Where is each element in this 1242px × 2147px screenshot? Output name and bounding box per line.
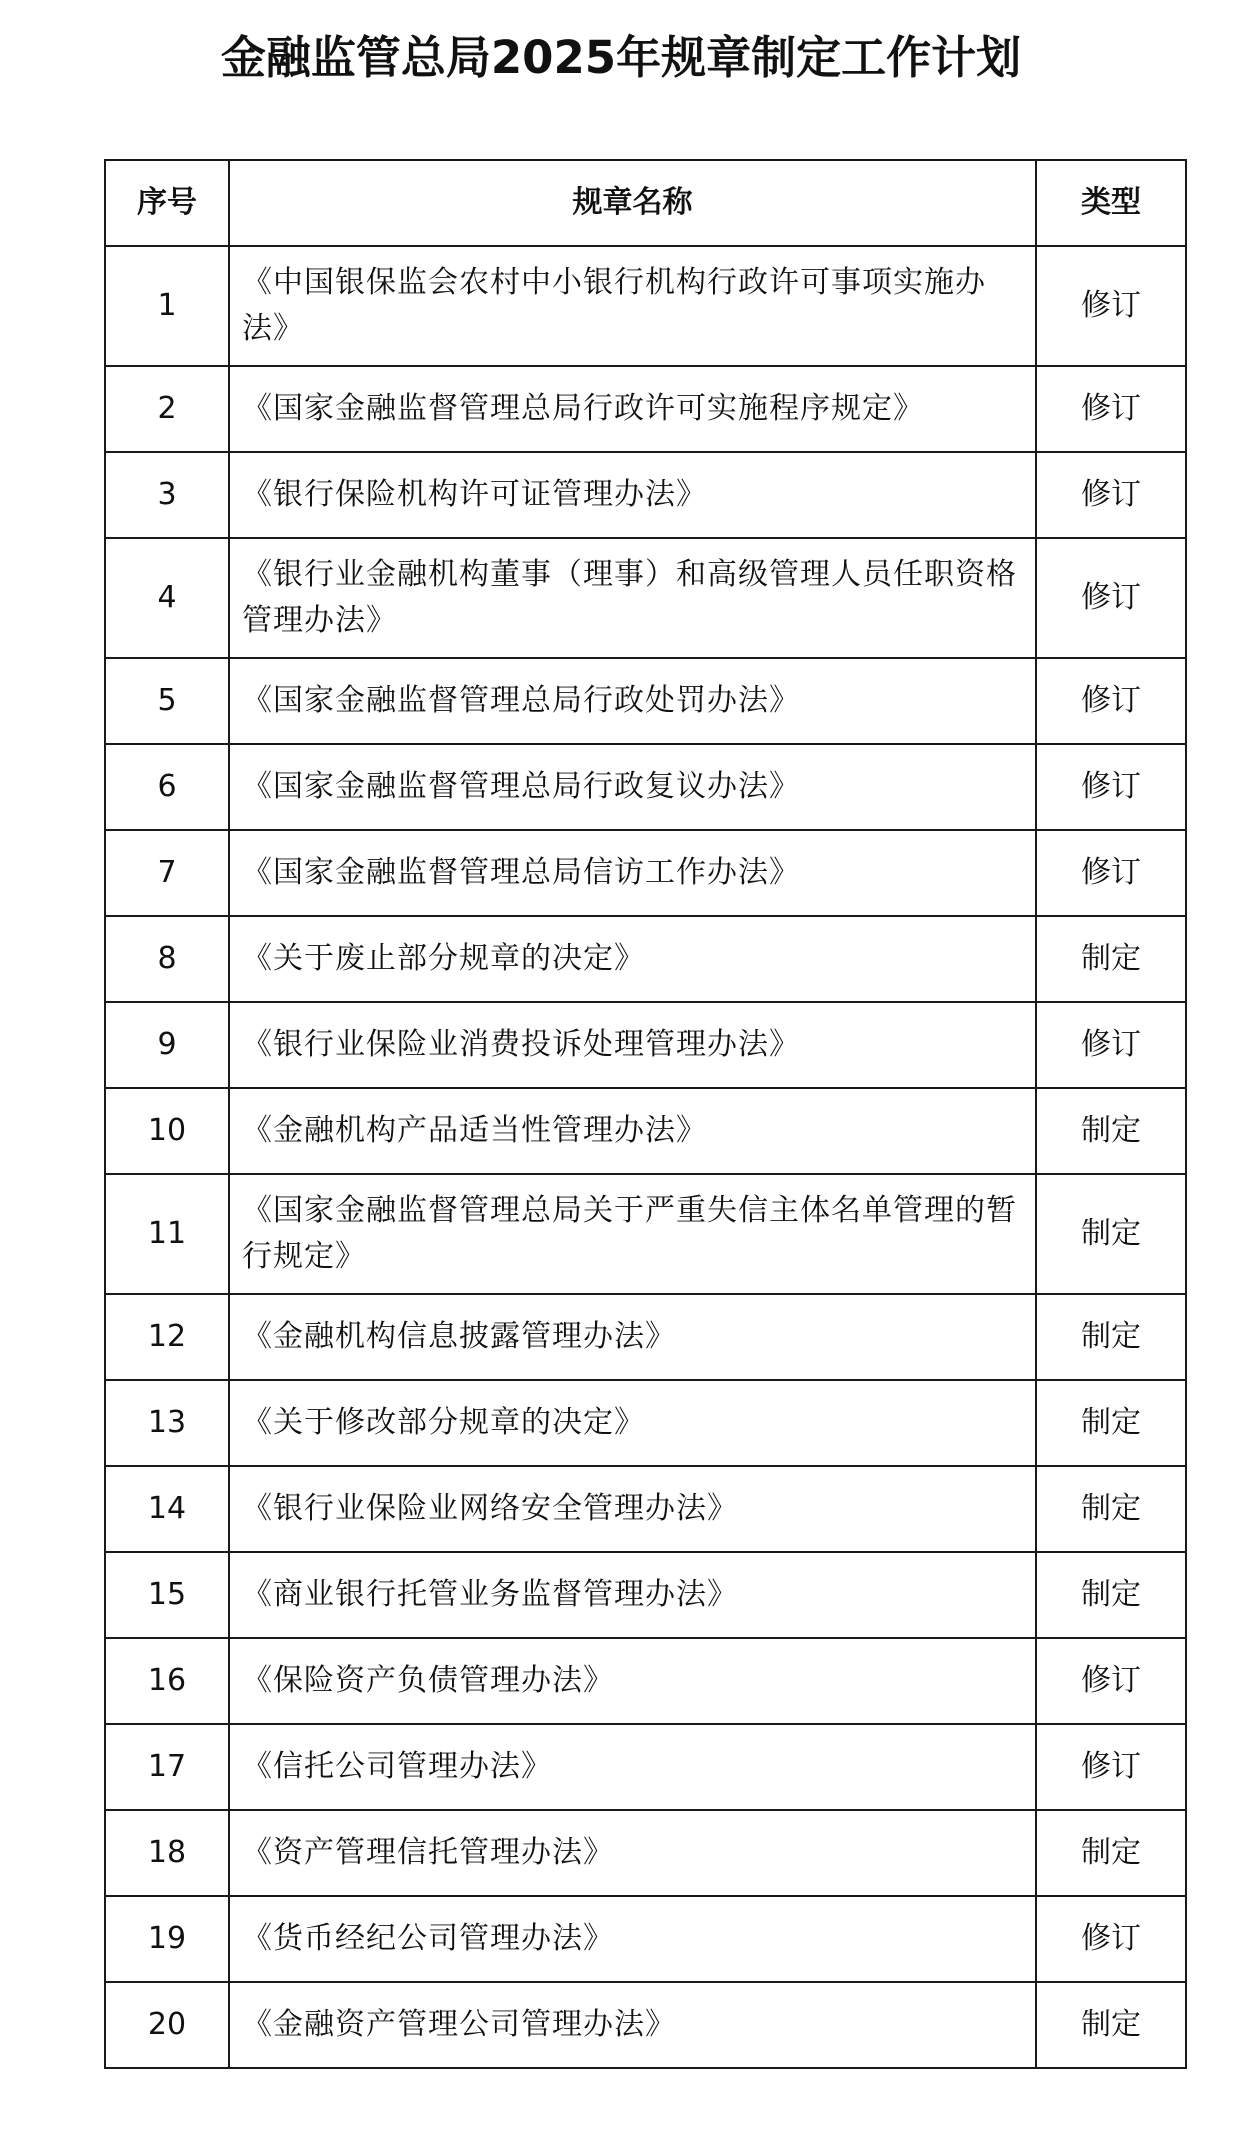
row-name: 《资产管理信托管理办法》 [229,1810,1036,1896]
row-type: 修订 [1036,658,1186,744]
row-number: 19 [105,1896,229,1982]
row-name: 《关于修改部分规章的决定》 [229,1380,1036,1466]
row-type: 制定 [1036,1810,1186,1896]
table-row [105,1466,1186,1552]
table-row [105,1982,1186,2068]
table-row [105,1174,1186,1294]
row-type: 修订 [1036,1002,1186,1088]
table-row [105,1088,1186,1174]
row-type: 制定 [1036,1552,1186,1638]
table-row [105,1724,1186,1810]
row-name: 《国家金融监督管理总局信访工作办法》 [229,830,1036,916]
table-row [105,366,1186,452]
row-name: 《银行业保险业消费投诉处理管理办法》 [229,1002,1036,1088]
header-number: 序号 [105,160,229,246]
row-type: 修订 [1036,1896,1186,1982]
row-number: 11 [105,1174,229,1294]
row-name: 《金融资产管理公司管理办法》 [229,1982,1036,2068]
row-number: 5 [105,658,229,744]
row-name: 《银行业金融机构董事（理事）和高级管理人员任职资格管理办法》 [229,538,1036,658]
row-number: 7 [105,830,229,916]
row-number: 12 [105,1294,229,1380]
regulation-plan-table [104,159,1187,2069]
row-name: 《金融机构信息披露管理办法》 [229,1294,1036,1380]
row-type: 制定 [1036,1380,1186,1466]
row-number: 4 [105,538,229,658]
table-row [105,452,1186,538]
row-name: 《银行保险机构许可证管理办法》 [229,452,1036,538]
row-type: 修订 [1036,452,1186,538]
row-number: 16 [105,1638,229,1724]
row-name: 《信托公司管理办法》 [229,1724,1036,1810]
row-name: 《国家金融监督管理总局行政处罚办法》 [229,658,1036,744]
table-row [105,1380,1186,1466]
row-type: 修订 [1036,744,1186,830]
row-name: 《货币经纪公司管理办法》 [229,1896,1036,1982]
row-type: 修订 [1036,246,1186,366]
row-name: 《银行业保险业网络安全管理办法》 [229,1466,1036,1552]
row-number: 1 [105,246,229,366]
table-row [105,1810,1186,1896]
table-row [105,916,1186,1002]
row-number: 15 [105,1552,229,1638]
row-type: 制定 [1036,1174,1186,1294]
table-header-row [105,160,1186,246]
table-row [105,1552,1186,1638]
table-row [105,830,1186,916]
row-number: 9 [105,1002,229,1088]
row-name: 《国家金融监督管理总局行政许可实施程序规定》 [229,366,1036,452]
table-row [105,1896,1186,1982]
table-row [105,246,1186,366]
row-type: 修订 [1036,1724,1186,1810]
row-number: 2 [105,366,229,452]
table-row [105,1294,1186,1380]
row-name: 《国家金融监督管理总局行政复议办法》 [229,744,1036,830]
row-name: 《商业银行托管业务监督管理办法》 [229,1552,1036,1638]
row-type: 制定 [1036,916,1186,1002]
row-number: 13 [105,1380,229,1466]
row-number: 20 [105,1982,229,2068]
row-number: 8 [105,916,229,1002]
row-number: 6 [105,744,229,830]
row-number: 17 [105,1724,229,1810]
table-row [105,744,1186,830]
row-number: 3 [105,452,229,538]
header-name: 规章名称 [229,160,1036,246]
row-type: 制定 [1036,1466,1186,1552]
row-name: 《中国银保监会农村中小银行机构行政许可事项实施办法》 [229,246,1036,366]
row-name: 《保险资产负债管理办法》 [229,1638,1036,1724]
page-title: 金融监管总局2025年规章制定工作计划 [220,31,1022,84]
row-type: 修订 [1036,1638,1186,1724]
row-type: 修订 [1036,538,1186,658]
table-row [105,1638,1186,1724]
table-row [105,658,1186,744]
row-name: 《金融机构产品适当性管理办法》 [229,1088,1036,1174]
row-type: 制定 [1036,1982,1186,2068]
row-name: 《关于废止部分规章的决定》 [229,916,1036,1002]
table-row [105,538,1186,658]
row-type: 修订 [1036,830,1186,916]
row-type: 修订 [1036,366,1186,452]
row-number: 18 [105,1810,229,1896]
table-row [105,1002,1186,1088]
row-number: 10 [105,1088,229,1174]
row-type: 制定 [1036,1088,1186,1174]
row-number: 14 [105,1466,229,1552]
header-type: 类型 [1036,160,1186,246]
row-name: 《国家金融监督管理总局关于严重失信主体名单管理的暂行规定》 [229,1174,1036,1294]
row-type: 制定 [1036,1294,1186,1380]
